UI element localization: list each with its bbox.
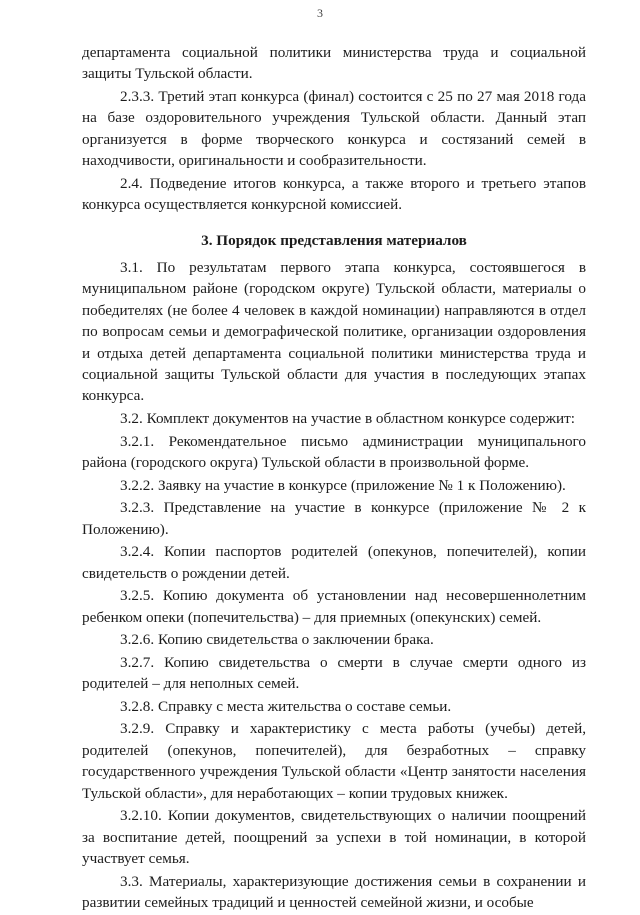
paragraph-continuation: департамента социальной политики министерства труда и социальной защиты Тульской области. [82, 44, 586, 83]
paragraph-2-3-3: 2.3.3. Третий этап конкурса (финал) состоится с 25 по 27 мая 2018 года на базе оздоровительного учреждения Тульской области. Данный этап организуется в форме творческого конкурса и состязаний семей в находчивости, оригинальности и сообразительности. [82, 88, 586, 170]
paragraph-3-2-8: 3.2.8. Справку с места жительства о составе семьи. [120, 697, 452, 715]
section-heading: 3. Порядок представления материалов [201, 231, 467, 249]
paragraph-3-1: 3.1. По результатам первого этапа конкурса, состоявшегося в муниципальном районе (городском округе) Тульской области, материалы о победителях (не более 4 человек в каждой номинации) направляются в отдел по вопросам семьи и демографической политике, организации оздоровления и отдыха детей департамента социальной политики министерства труда и социальной защиты Тульской области для участия в последующих этапах конкурса. [82, 259, 586, 405]
page-number: 3 [317, 6, 323, 20]
paragraph-3-2-9: 3.2.9. Справку и характеристику с места работы (учебы) детей, родителей (опекунов, попечителей), для безработных – справку государственного учреждения Тульской области «Центр занятости населения Тульской области», для неработающих – копии трудовых книжек. [82, 720, 586, 802]
paragraph-3-2-1: 3.2.1. Рекомендательное письмо администрации муниципального района (городского округа) Тульской области в произвольной форме. [82, 432, 586, 472]
paragraph-3-2-4: 3.2.4. Копии паспортов родителей (опекунов, попечителей), копии свидетельств о рождении детей. [82, 543, 586, 582]
paragraph-3-2-5: 3.2.5. Копию документа об установлении над несовершеннолетним ребенком опеки (попечительства) – для приемных (опекунских) семей. [82, 587, 586, 626]
document-body [82, 42, 586, 915]
paragraph-3-2-3: 3.2.3. Представление на участие в конкурсе (приложение № 2 к Положению). [82, 499, 586, 538]
paragraph-3-2-2: 3.2.2. Заявку на участие в конкурсе (приложение № 1 к Положению). [120, 476, 566, 494]
paragraph-3-2-10: 3.2.10. Копии документов, свидетельствующих о наличии поощрений за воспитание детей, поощрений за успехи в той номинации, в которой участвует семья. [82, 807, 586, 868]
paragraph-3-2-7: 3.2.7. Копию свидетельства о смерти в случае смерти одного из родителей – для неполных семей. [82, 653, 586, 693]
paragraph-2-4: 2.4. Подведение итогов конкурса, а также второго и третьего этапов конкурса осуществляется конкурсной комиссией. [82, 174, 586, 214]
paragraph-3-3: 3.3. Материалы, характеризующие достижения семьи в сохранении и развитии семейных традиций и ценностей семейной жизни, и особые [82, 872, 586, 912]
paragraph-3-2-6: 3.2.6. Копию свидетельства о заключении брака. [120, 631, 434, 649]
paragraph-3-2: 3.2. Комплект документов на участие в областном конкурсе содержит: [120, 410, 575, 428]
